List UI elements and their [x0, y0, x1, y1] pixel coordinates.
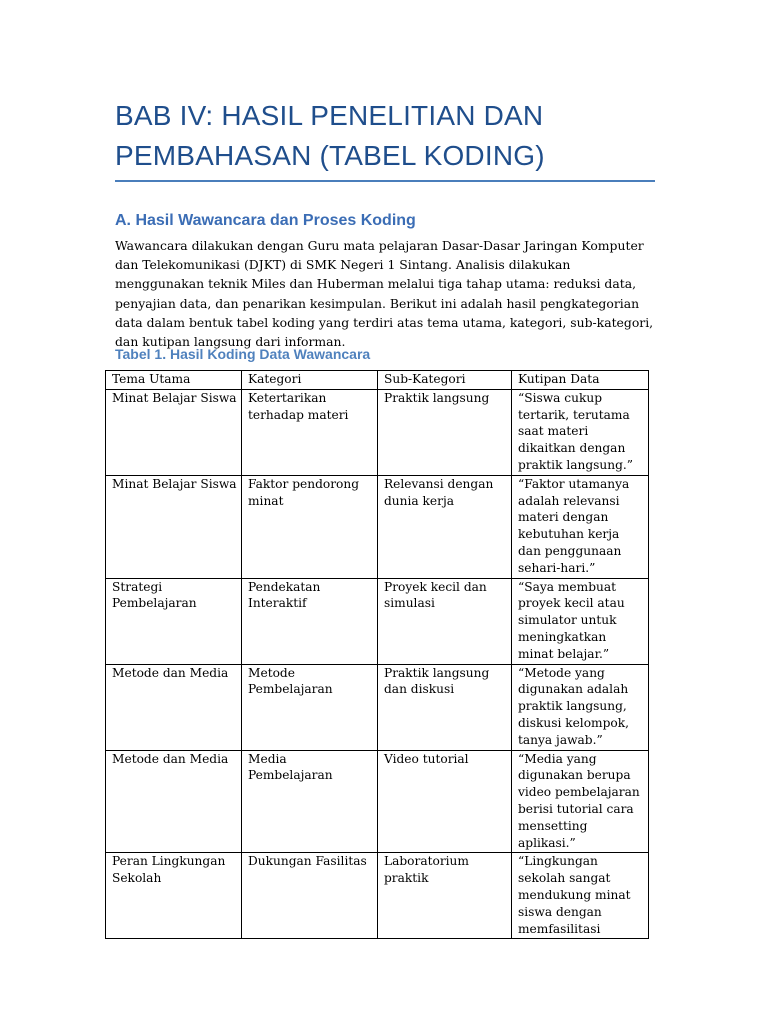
cell-kategori: Media Pembelajaran	[242, 750, 378, 853]
table-row	[106, 475, 649, 578]
cell-sub-kategori: Relevansi dengan dunia kerja	[378, 475, 512, 578]
table-row	[106, 578, 649, 664]
cell-kutipan-data: “Siswa cukup tertarik, terutama saat materi dikaitkan dengan praktik langsung.”	[512, 389, 649, 475]
header-kategori: Kategori	[242, 371, 378, 390]
cell-tema-utama: Metode dan Media	[106, 750, 242, 853]
chapter-title: BAB IV: HASIL PENELITIAN DAN PEMBAHASAN (TABEL KODING)	[115, 100, 545, 171]
coding-table	[105, 370, 649, 939]
cell-kutipan-data: “Metode yang digunakan adalah praktik langsung, diskusi kelompok, tanya jawab.”	[512, 664, 649, 750]
cell-sub-kategori: Praktik langsung	[378, 389, 512, 475]
cell-kategori: Metode Pembelajaran	[242, 664, 378, 750]
table-row	[106, 750, 649, 853]
table-row	[106, 664, 649, 750]
table-row	[106, 853, 649, 939]
cell-sub-kategori: Video tutorial	[378, 750, 512, 853]
cell-sub-kategori: Praktik langsung dan diskusi	[378, 664, 512, 750]
cell-tema-utama: Minat Belajar Siswa	[106, 389, 242, 475]
cell-kategori: Pendekatan Interaktif	[242, 578, 378, 664]
cell-kutipan-data: “Faktor utamanya adalah relevansi materi dengan kebutuhan kerja dan penggunaan sehari-hari.”	[512, 475, 649, 578]
cell-kutipan-data: “Saya membuat proyek kecil atau simulator untuk meningkatkan minat belajar.”	[512, 578, 649, 664]
cell-tema-utama: Minat Belajar Siswa	[106, 475, 242, 578]
cell-kategori: Ketertarikan terhadap materi	[242, 389, 378, 475]
header-kutipan-data: Kutipan Data	[512, 371, 649, 390]
header-tema-utama: Tema Utama	[106, 371, 242, 390]
intro-paragraph: Wawancara dilakukan dengan Guru mata pelajaran Dasar-Dasar Jaringan Komputer dan Telekomunikasi (DJKT) di SMK Negeri 1 Sintang. Analisis dilakukan menggunakan teknik Miles dan Huberman melalui tiga tahap utama: reduksi data, penyajian data, dan penarikan kesimpulan. Berikut ini adalah hasil pengkategorian data dalam bentuk tabel koding yang terdiri atas tema utama, kategori, sub-kategori, dan kutipan langsung dari informan.	[115, 238, 654, 350]
cell-tema-utama: Strategi Pembelajaran	[106, 578, 242, 664]
cell-kategori: Dukungan Fasilitas	[242, 853, 378, 939]
table-caption: Tabel 1. Hasil Koding Data Wawancara	[115, 346, 371, 362]
section-heading: A. Hasil Wawancara dan Proses Koding	[115, 212, 416, 229]
header-sub-kategori: Sub-Kategori	[378, 371, 512, 390]
cell-kutipan-data: “Lingkungan sekolah sangat mendukung minat siswa dengan memfasilitasi	[512, 853, 649, 939]
cell-kutipan-data: “Media yang digunakan berupa video pembelajaran berisi tutorial cara mensetting aplikasi.”	[512, 750, 649, 853]
table-row	[106, 389, 649, 475]
table-header-row	[106, 371, 649, 390]
title-underline-rule	[115, 180, 655, 182]
cell-kategori: Faktor pendorong minat	[242, 475, 378, 578]
cell-sub-kategori: Laboratorium praktik	[378, 853, 512, 939]
cell-tema-utama: Metode dan Media	[106, 664, 242, 750]
cell-tema-utama: Peran Lingkungan Sekolah	[106, 853, 242, 939]
cell-sub-kategori: Proyek kecil dan simulasi	[378, 578, 512, 664]
